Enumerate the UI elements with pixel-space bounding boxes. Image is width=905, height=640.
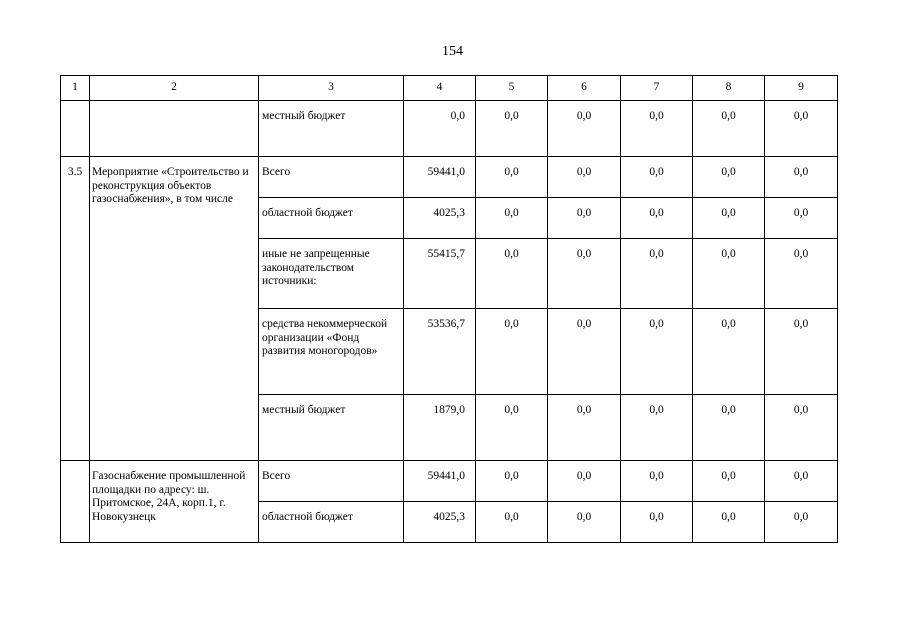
header-col-8: 8 xyxy=(693,76,765,101)
header-col-5: 5 xyxy=(476,76,548,101)
value-cell: 0,0 xyxy=(476,309,548,395)
budget-table xyxy=(60,75,838,543)
value-cell: 0,0 xyxy=(765,157,838,198)
header-col-1: 1 xyxy=(61,76,90,101)
header-col-6: 6 xyxy=(548,76,621,101)
source-cell: областной бюджет xyxy=(259,502,404,543)
value-cell: 4025,3 xyxy=(404,198,476,239)
header-col-7: 7 xyxy=(621,76,693,101)
value-cell: 0,0 xyxy=(621,461,693,502)
value-cell: 0,0 xyxy=(693,198,765,239)
page-number: 154 xyxy=(442,44,463,59)
value-cell: 0,0 xyxy=(476,198,548,239)
value-cell: 0,0 xyxy=(476,239,548,309)
value-cell: 0,0 xyxy=(404,101,476,157)
value-cell: 0,0 xyxy=(548,101,621,157)
value-cell: 0,0 xyxy=(693,101,765,157)
name-cell: Мероприятие «Строительство и реконструкция объектов газоснабжения», в том числе xyxy=(90,157,259,461)
value-cell: 0,0 xyxy=(621,157,693,198)
source-cell: Всего xyxy=(259,157,404,198)
header-col-9: 9 xyxy=(765,76,838,101)
value-cell: 0,0 xyxy=(548,198,621,239)
column-number-header xyxy=(61,76,838,101)
value-cell: 0,0 xyxy=(765,461,838,502)
value-cell: 1879,0 xyxy=(404,395,476,461)
value-cell: 59441,0 xyxy=(404,461,476,502)
value-cell: 0,0 xyxy=(693,461,765,502)
table-row xyxy=(61,157,838,198)
value-cell: 0,0 xyxy=(621,239,693,309)
table-row xyxy=(61,101,838,157)
value-cell: 55415,7 xyxy=(404,239,476,309)
value-cell: 0,0 xyxy=(765,395,838,461)
value-cell: 0,0 xyxy=(476,502,548,543)
header-col-4: 4 xyxy=(404,76,476,101)
value-cell: 0,0 xyxy=(765,502,838,543)
header-col-2: 2 xyxy=(90,76,259,101)
value-cell: 0,0 xyxy=(548,309,621,395)
source-cell: местный бюджет xyxy=(259,395,404,461)
table-row xyxy=(61,461,838,502)
index-cell: 3.5 xyxy=(61,157,90,461)
name-cell xyxy=(90,101,259,157)
source-cell: местный бюджет xyxy=(259,101,404,157)
value-cell: 0,0 xyxy=(621,309,693,395)
value-cell: 0,0 xyxy=(476,101,548,157)
value-cell: 0,0 xyxy=(548,502,621,543)
value-cell: 4025,3 xyxy=(404,502,476,543)
value-cell: 0,0 xyxy=(621,502,693,543)
value-cell: 0,0 xyxy=(621,101,693,157)
index-cell xyxy=(61,101,90,157)
value-cell: 0,0 xyxy=(765,239,838,309)
source-cell: иные не запрещенные законодательством источники: xyxy=(259,239,404,309)
value-cell: 0,0 xyxy=(548,239,621,309)
value-cell: 0,0 xyxy=(548,395,621,461)
value-cell: 0,0 xyxy=(621,395,693,461)
name-cell: Газоснабжение промышленной площадки по адресу: ш. Притомское, 24А, корп.1, г. Новокузнецк xyxy=(90,461,259,543)
value-cell: 0,0 xyxy=(548,157,621,198)
value-cell: 0,0 xyxy=(548,461,621,502)
value-cell: 0,0 xyxy=(693,157,765,198)
value-cell: 0,0 xyxy=(476,461,548,502)
value-cell: 53536,7 xyxy=(404,309,476,395)
value-cell: 59441,0 xyxy=(404,157,476,198)
value-cell: 0,0 xyxy=(476,395,548,461)
value-cell: 0,0 xyxy=(765,309,838,395)
source-cell: средства некоммерческой организации «Фонд развития моногородов» xyxy=(259,309,404,395)
value-cell: 0,0 xyxy=(765,101,838,157)
value-cell: 0,0 xyxy=(621,198,693,239)
value-cell: 0,0 xyxy=(693,502,765,543)
index-cell xyxy=(61,461,90,543)
value-cell: 0,0 xyxy=(693,239,765,309)
source-cell: областной бюджет xyxy=(259,198,404,239)
value-cell: 0,0 xyxy=(693,395,765,461)
source-cell: Всего xyxy=(259,461,404,502)
value-cell: 0,0 xyxy=(693,309,765,395)
value-cell: 0,0 xyxy=(765,198,838,239)
value-cell: 0,0 xyxy=(476,157,548,198)
header-col-3: 3 xyxy=(259,76,404,101)
